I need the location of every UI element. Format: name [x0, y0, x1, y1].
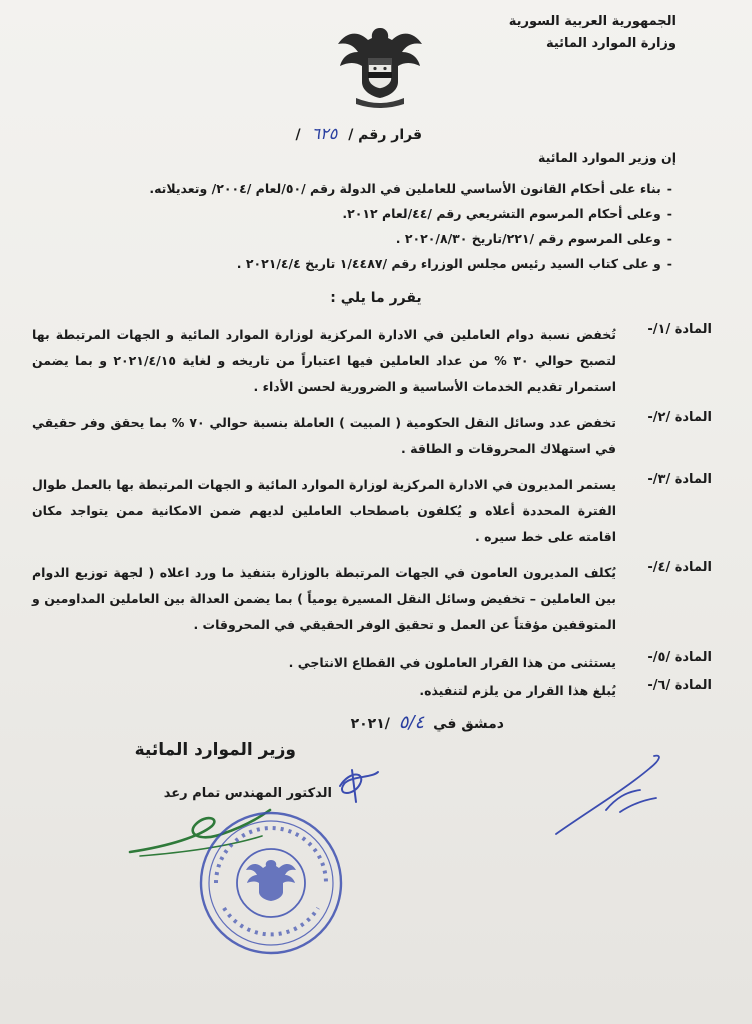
list-item: - وعلى المرسوم رقم /٢٢١/تاريخ ٢٠٢٠/٨/٣٠ .	[72, 226, 672, 251]
article-text: يُكلف المديرون العامون في الجهات المرتبطة بالوزارة بتنفيذ ما ورد اعلاه ( لجهة توزيع الدوام بين العاملين – تخفيض وسائل النقل المسيرة يومياً ) بما يضمن العدالة بين العاملين المداومين و المتوقفين مؤقتاً عن العمل و تحقيق الوفر الحقيقي في المحروقات .	[32, 565, 616, 632]
article-text: يستمر المديرون في الادارة المركزية لوزارة الموارد المائية و الجهات المرتبطة بها بالعمل طوال الفترة المحددة أعلاه و يُكلفون باصطحاب العاملين لديهم ضمن الامكانية ممن يتواجد مكان اقامته على خط سيره .	[32, 477, 616, 544]
date-prefix: دمشق في	[433, 716, 504, 732]
decision-label: قرار رقم /	[348, 127, 422, 143]
article-text: تُخفض نسبة دوام العاملين في الادارة المركزية لوزارة الموارد المائية و الجهات المرتبطة بها لتصبح حوالي ٣٠ % من عداد العاملين فيها اعتباراً من تاريخه و لغاية ٢٠٢١/٤/١٥ و بما يضمن استمرار تقديم الخدمات الأساسية و الضرورية لحسن الأداء .	[32, 327, 616, 394]
article-5	[32, 650, 712, 676]
article-label: المادة /٣/-	[647, 472, 712, 487]
header-ministry: وزارة الموارد المائية	[545, 36, 676, 51]
article-6	[32, 678, 712, 704]
minister-intro: إن وزير الموارد المائية	[538, 150, 676, 165]
article-text: تخفض عدد وسائل النقل الحكومية ( المبيت ) العاملة بنسبة حوالي ٧٠ % بما يحقق وفر حقيقي في استهلاك المحروقات و الطاقة .	[32, 415, 616, 456]
article-2	[32, 410, 712, 462]
list-item: - وعلى أحكام المرسوم التشريعي رقم /٤٤/لعام ٢٠١٢.	[72, 201, 672, 226]
decision-suffix: /	[295, 127, 301, 143]
list-item: - و على كتاب السيد رئيس مجلس الوزراء رقم /١/٤٤٨٧ تاريخ ٢٠٢١/٤/٤ .	[72, 251, 672, 276]
date-line	[351, 712, 504, 733]
decision-number-handwritten: ٦٢٥	[311, 124, 338, 143]
article-label: المادة /٥/-	[647, 650, 712, 665]
syrian-eagle-emblem-icon	[334, 18, 426, 110]
article-3	[32, 472, 712, 550]
resolves-heading: يقرر ما يلي :	[330, 290, 422, 306]
article-label: المادة /٦/-	[647, 678, 712, 693]
article-text: يستثنى من هذا القرار العاملون في القطاع الانتاجي .	[288, 655, 616, 670]
signatory-title: وزير الموارد المائية	[134, 740, 296, 760]
ministry-round-stamp-icon	[196, 808, 346, 958]
blue-initial-mark	[340, 770, 378, 802]
article-label: المادة /٢/-	[647, 410, 712, 425]
list-item: - بناء على أحكام القانون الأساسي للعاملين في الدولة رقم /٥٠/لعام /٢٠٠٤/ وتعديلاته.	[72, 176, 672, 201]
header-republic: الجمهورية العربية السورية	[508, 14, 676, 29]
article-text: يُبلغ هذا القرار من يلزم لتنفيذه.	[419, 683, 616, 698]
decision-number-line	[296, 124, 422, 143]
legal-basis-list	[72, 176, 672, 276]
date-handwritten: ٥/٤	[398, 712, 425, 733]
blue-pen-signature	[556, 756, 659, 834]
article-1	[32, 322, 712, 400]
article-4	[32, 560, 712, 638]
article-label: المادة /١/-	[647, 322, 712, 337]
article-label: المادة /٤/-	[647, 560, 712, 575]
signatory-name: الدكتور المهندس تمام رعد	[163, 786, 332, 801]
date-year: /٢٠٢١	[350, 716, 390, 732]
